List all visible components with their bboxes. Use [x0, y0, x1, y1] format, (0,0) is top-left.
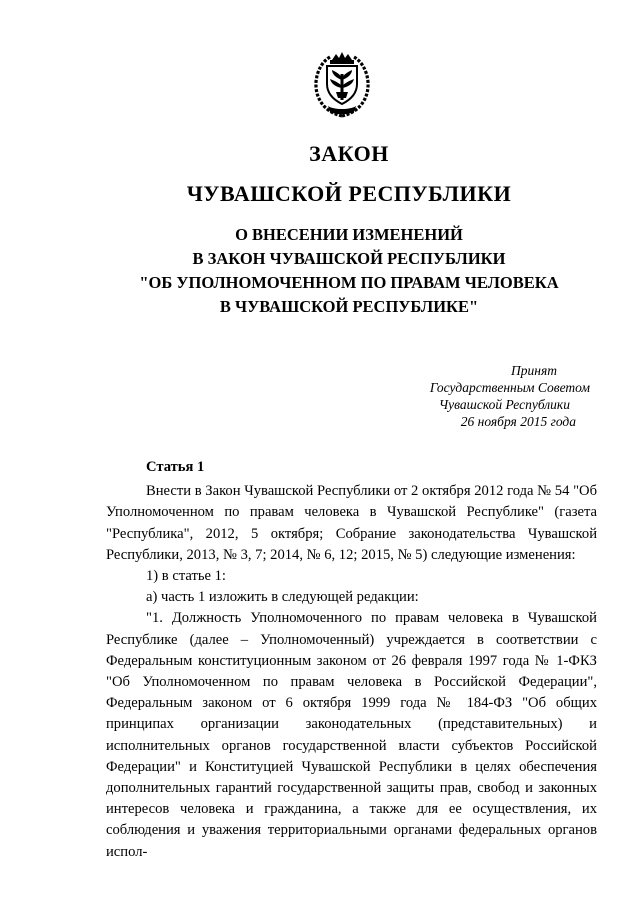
- adoption-line: Государственным Советом: [429, 380, 590, 395]
- law-subtitle: [58, 223, 640, 319]
- law-title: [0, 141, 640, 207]
- body-paragraph: а) часть 1 изложить в следующей редакции:: [146, 589, 419, 606]
- document-body: [106, 457, 597, 863]
- body-paragraph: "1. Должность Уполномоченного по правам человека в Чувашской Республике (далее – Уполномоченный) учреждается в соответствии с Федеральным конституционным законом от 26 февраля 1997 года № 1-ФКЗ "Об Уполномоченном по правам человека в Российской Федерации", Федеральным законом от 6 октября 1999 года № 184-ФЗ "Об общих принципах организации законодательных (представительных) и исполнительных органов государственной власти субъектов Российской Федерации" и Конституцией Чувашской Республики в целях обеспечения дополнительных гарантий государственной защиты прав, свобод и законных интересов человека и гражданина, а также для ее осуществления, их соблюдения и уважения территориальными органами федеральных органов испол-: [106, 610, 597, 860]
- subtitle-line: О ВНЕСЕНИИ ИЗМЕНЕНИЙ: [235, 225, 463, 244]
- adoption-note: [330, 362, 590, 430]
- body-paragraph: Внести в Закон Чувашской Республики от 2 октября 2012 года № 54 "Об Уполномоченном по правам человека в Чувашской Республике" (газета "Республика", 2012, 5 октября; Собрание законодательства Чувашской Республики, 2013, № 3, 7; 2014, № 6, 12; 2015, № 5) следующие изменения:: [106, 483, 597, 563]
- law-title-line2: ЧУВАШСКОЙ РЕСПУБЛИКИ: [186, 181, 512, 206]
- subtitle-line: В ЗАКОН ЧУВАШСКОЙ РЕСПУБЛИКИ: [192, 249, 506, 268]
- adoption-line: Чувашской Республики: [438, 397, 570, 412]
- article-heading: Статья 1: [146, 459, 205, 475]
- subtitle-line: "ОБ УПОЛНОМОЧЕННОМ ПО ПРАВАМ ЧЕЛОВЕКА: [139, 273, 559, 292]
- adoption-date: 26 ноября 2015 года: [460, 414, 576, 429]
- body-paragraph: 1) в статье 1:: [146, 568, 226, 585]
- adoption-line: Принят: [511, 363, 557, 378]
- chuvash-republic-emblem-icon: [310, 50, 374, 120]
- subtitle-line: В ЧУВАШСКОЙ РЕСПУБЛИКЕ": [219, 297, 479, 316]
- law-title-line1: ЗАКОН: [309, 141, 389, 166]
